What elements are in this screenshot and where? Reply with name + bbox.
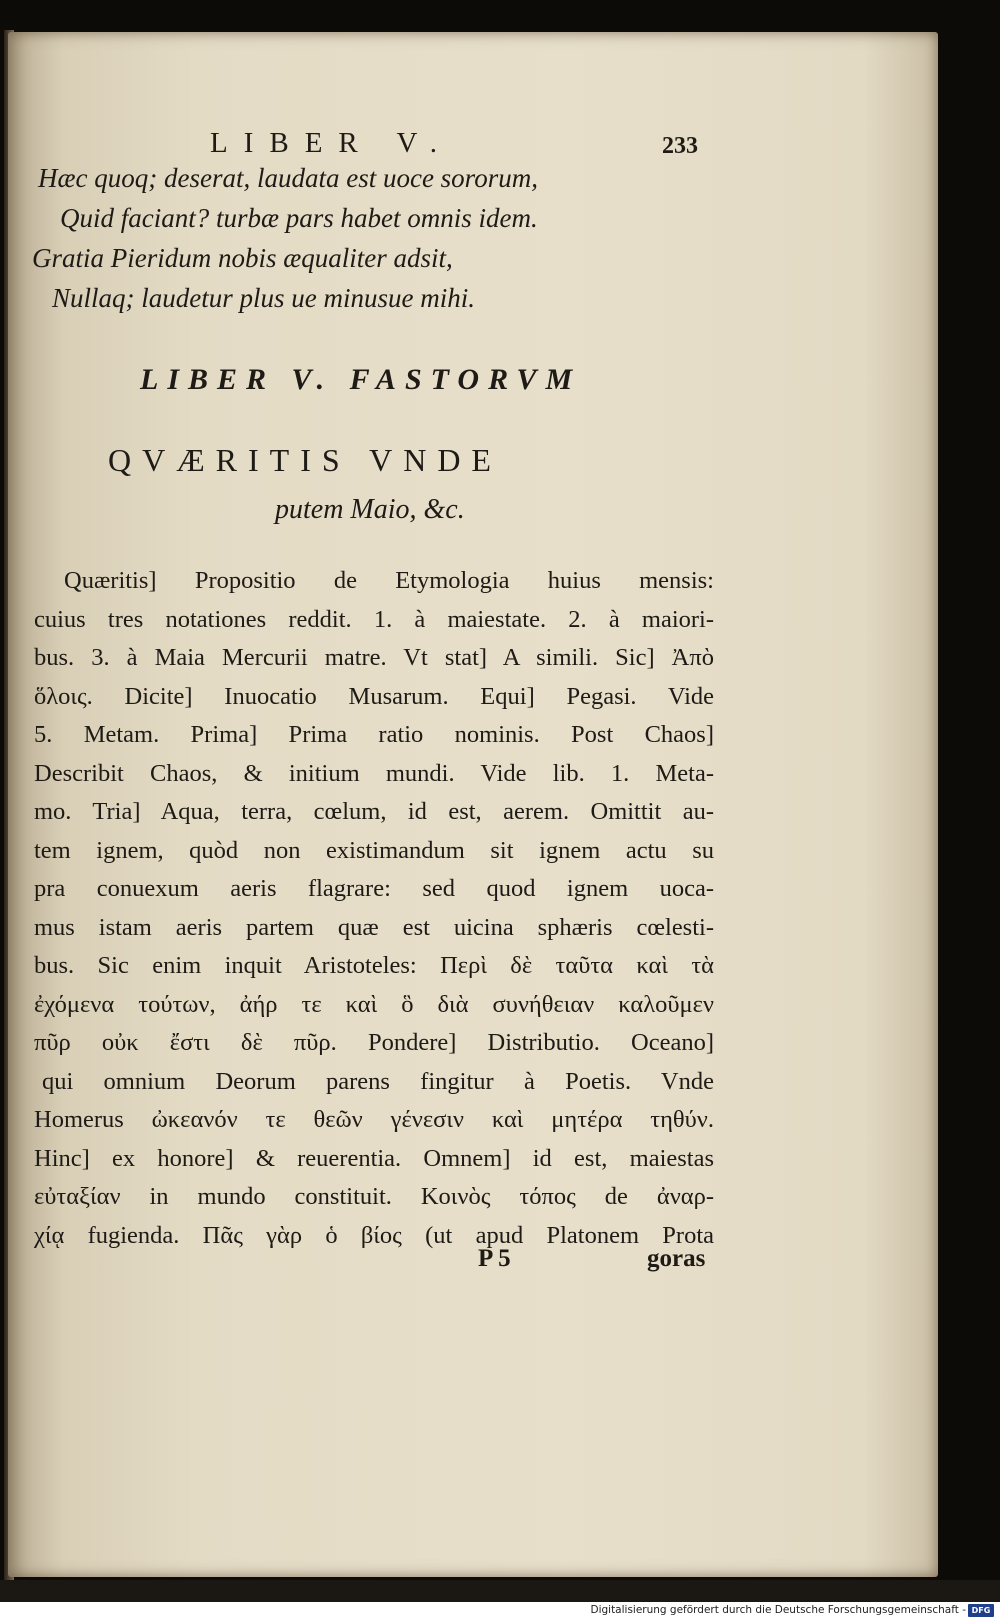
commentary-line: qui omnium Deorum parens fingitur à Poetis. Vnde	[42, 1067, 714, 1095]
incipit-line-1: QVÆRITIS VNDE	[108, 442, 502, 478]
commentary-line: bus. Sic enim inquit Aristoteles: Περὶ δὲ ταῦτα καὶ τὰ	[34, 952, 714, 979]
commentary-line: χίᾳ fugienda. Πᾶς γὰρ ὁ βίος (ut apud Platonem Prota	[34, 1221, 714, 1249]
footer-bar	[0, 1602, 1000, 1620]
commentary-line: εὐταξίαν in mundo constituit. Κοινὸς τόπος de ἀναρ-	[34, 1183, 714, 1210]
commentary-line: ἐχόμενα τούτων, ἀήρ τε καὶ ὃ διὰ συνήθειαν καλοῦμεν	[34, 990, 714, 1018]
commentary-line: Describit Chaos, & initium mundi. Vide lib. 1. Meta-	[34, 759, 714, 787]
commentary-line: 5. Metam. Prima] Prima ratio nominis. Post Chaos]	[34, 721, 714, 748]
commentary-block	[34, 562, 714, 1255]
verse-line-4: Nullaq; laudetur plus ue minusue mihi.	[52, 283, 475, 313]
running-head: LIBER V.	[210, 127, 453, 159]
commentary-line: tem ignem, quòd non existimandum sit ignem actu su	[34, 836, 714, 864]
page-number: 233	[662, 133, 698, 159]
commentary-line: πῦρ οὐκ ἔστι δὲ πῦρ. Pondere] Distributio. Oceano]	[34, 1029, 714, 1056]
scan-bottom-edge	[0, 1580, 1000, 1602]
incipit-line-2: putem Maio, &c.	[275, 494, 465, 525]
signature-mark: P 5	[478, 1245, 511, 1272]
commentary-line: Quæritis] Propositio de Etymologia huius mensis:	[64, 567, 714, 594]
dfg-logo: DFG	[968, 1604, 994, 1617]
commentary-line: pra conuexum aeris flagrare: sed quod ignem uoca-	[34, 875, 714, 902]
book-title: LIBER V. FASTORVM	[140, 363, 582, 396]
catchword: goras	[647, 1245, 706, 1272]
verse-line-1: Hæc quoq; deserat, laudata est uoce sororum,	[38, 163, 538, 193]
commentary-line: mus istam aeris partem quæ est uicina sphæris cœlesti-	[34, 913, 714, 941]
footer-credit: Digitalisierung gefördert durch die Deutsche Forschungsgemeinschaft -	[590, 1604, 966, 1616]
commentary-line: mo. Tria] Aqua, terra, cœlum, id est, aerem. Omittit au-	[34, 798, 714, 825]
commentary-line: ὅλοις. Dicite] Inuocatio Musarum. Equi] Pegasi. Vide	[34, 682, 714, 710]
commentary-line: bus. 3. à Maia Mercurii matre. Vt stat] A simili. Sic] Ἀπὸ	[34, 644, 714, 671]
verse-line-3: Gratia Pieridum nobis æqualiter adsit,	[32, 243, 453, 273]
commentary-line: cuius tres notationes reddit. 1. à maiestate. 2. à maiori-	[34, 605, 714, 633]
commentary-line: Hinc] ex honore] & reuerentia. Omnem] id est, maiestas	[34, 1144, 714, 1172]
verse-line-2: Quid faciant? turbæ pars habet omnis idem.	[60, 203, 538, 233]
commentary-line: Homerus ὠκεανόν τε θεῶν γένεσιν καὶ μητέρα τηθύν.	[34, 1106, 714, 1133]
